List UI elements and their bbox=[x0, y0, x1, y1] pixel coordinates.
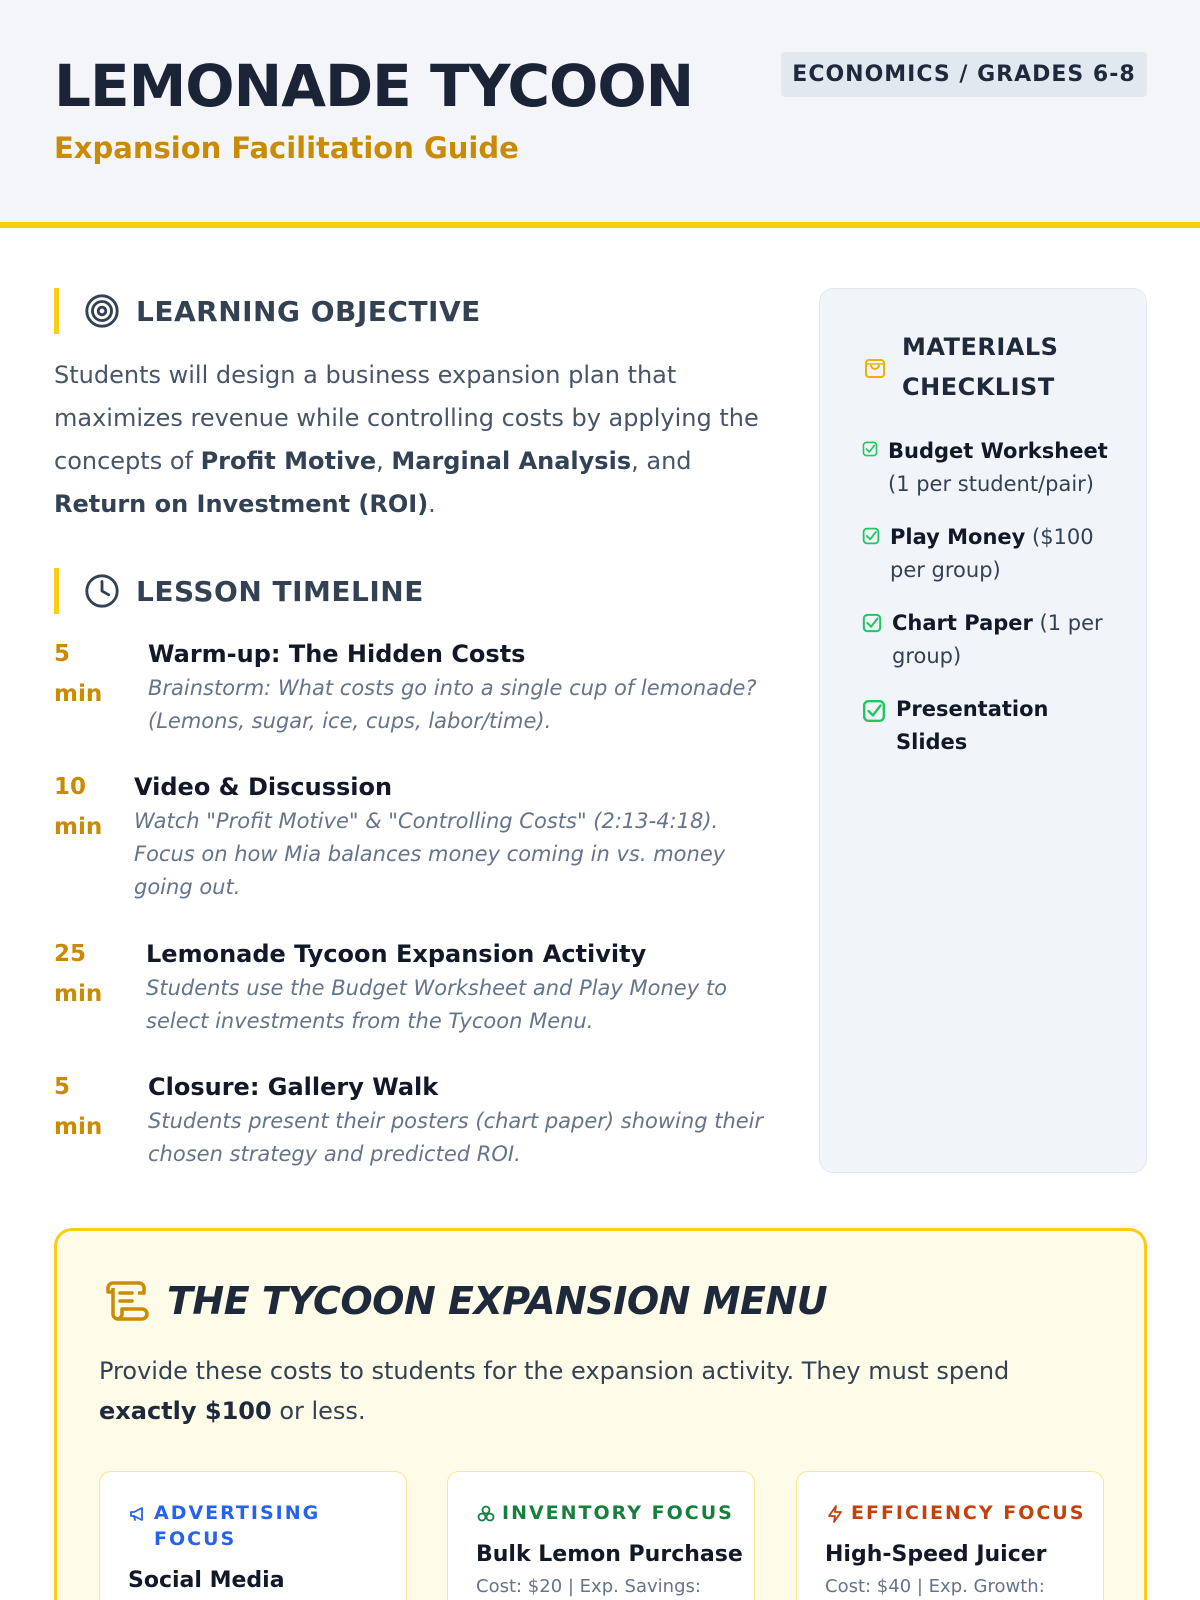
timeline-desc: Students present their posters (chart paper) showing their chosen strategy and predicted ROI. bbox=[148, 1109, 764, 1166]
card-category bbox=[825, 1500, 1095, 1526]
card-item-cost: Cost: $20 | Exp. Savings: bbox=[476, 1576, 701, 1597]
lesson-timeline-heading bbox=[54, 568, 424, 614]
learning-objective-title: LEARNING OBJECTIVE bbox=[136, 294, 481, 328]
menu-card-advertising bbox=[99, 1471, 407, 1600]
card-item-cost: Cost: $40 | Exp. Growth: bbox=[825, 1576, 1045, 1597]
timeline-title: Closure: Gallery Walk bbox=[148, 1073, 439, 1101]
card-item-name: Social Media bbox=[128, 1568, 285, 1593]
checklist-item bbox=[862, 693, 1062, 759]
card-item-name: Bulk Lemon Purchase bbox=[476, 1542, 743, 1567]
materials-checklist-panel bbox=[819, 288, 1147, 1173]
checklist-item-text: Play Money ($100 per group) bbox=[890, 525, 1094, 582]
check-square-icon bbox=[862, 527, 880, 545]
card-category-label: EFFICIENCY FOCUS bbox=[851, 1502, 1086, 1524]
card-category bbox=[476, 1500, 746, 1526]
shopping-bag-icon bbox=[862, 354, 888, 380]
checklist-item-text: Presentation Slides bbox=[896, 697, 1049, 754]
check-square-icon bbox=[862, 441, 878, 457]
page-title: LEMONADE TYCOON bbox=[54, 52, 694, 120]
learning-objective-heading bbox=[54, 288, 481, 334]
menu-heading bbox=[99, 1275, 827, 1327]
menu-intro-text: Provide these costs to students for the expansion activity. They must spend exactly $100 or less. bbox=[99, 1357, 1010, 1425]
materials-title: MATERIALS CHECKLIST bbox=[902, 333, 1059, 401]
timeline-desc: Brainstorm: What costs go into a single cup of lemonade? (Lemons, sugar, ice, cups, labor/time). bbox=[148, 676, 757, 733]
menu-card-inventory bbox=[447, 1471, 755, 1600]
target-icon bbox=[83, 292, 121, 330]
page-header bbox=[0, 0, 1200, 228]
megaphone-icon bbox=[128, 1504, 148, 1524]
tycoon-expansion-menu bbox=[54, 1228, 1147, 1600]
learning-objective-text: Students will design a business expansion plan that maximizes revenue while controlling costs by applying the concepts of Profit Motive, Marginal Analysis, and Return on Investment (ROI). bbox=[54, 361, 759, 518]
checklist-item bbox=[862, 435, 1122, 501]
card-category-label: INVENTORY FOCUS bbox=[502, 1502, 734, 1524]
timeline-duration: 5 min bbox=[54, 1074, 103, 1140]
checklist-item-text: Budget Worksheet (1 per student/pair) bbox=[888, 439, 1108, 496]
timeline-duration: 5 min bbox=[54, 641, 103, 707]
timeline-duration: 10 min bbox=[54, 774, 103, 840]
menu-card-efficiency bbox=[796, 1471, 1104, 1600]
timeline-desc: Watch "Profit Motive" & "Controlling Costs" (2:13-4:18). Focus on how Mia balances money coming in vs. money going out. bbox=[134, 809, 726, 899]
checklist-item-text: Chart Paper (1 per group) bbox=[892, 611, 1103, 668]
card-item-name: High-Speed Juicer bbox=[825, 1542, 1047, 1567]
card-category-label: ADVERTISING FOCUS bbox=[154, 1502, 321, 1550]
checklist-item bbox=[862, 521, 1117, 587]
materials-heading bbox=[862, 327, 1102, 407]
page-subtitle: Expansion Facilitation Guide bbox=[54, 131, 519, 165]
subject-grade-badge: ECONOMICS / GRADES 6-8 bbox=[781, 52, 1147, 97]
scroll-icon bbox=[99, 1275, 151, 1327]
clock-icon bbox=[83, 572, 121, 610]
timeline-title: Warm-up: The Hidden Costs bbox=[148, 640, 526, 668]
lesson-timeline-title: LESSON TIMELINE bbox=[136, 574, 424, 608]
timeline-duration: 25 min bbox=[54, 941, 103, 1007]
lemon-cluster-icon bbox=[476, 1504, 496, 1524]
check-square-icon bbox=[862, 613, 882, 633]
timeline-title: Video & Discussion bbox=[134, 773, 393, 801]
timeline-desc: Students use the Budget Worksheet and Play Money to select investments from the Tycoon Menu. bbox=[146, 976, 727, 1033]
timeline-title: Lemonade Tycoon Expansion Activity bbox=[146, 940, 647, 968]
checklist-item bbox=[862, 607, 1117, 673]
menu-title: THE TYCOON EXPANSION MENU bbox=[167, 1279, 828, 1323]
lightning-icon bbox=[825, 1504, 845, 1524]
check-square-icon bbox=[862, 699, 886, 723]
card-category bbox=[128, 1500, 348, 1552]
